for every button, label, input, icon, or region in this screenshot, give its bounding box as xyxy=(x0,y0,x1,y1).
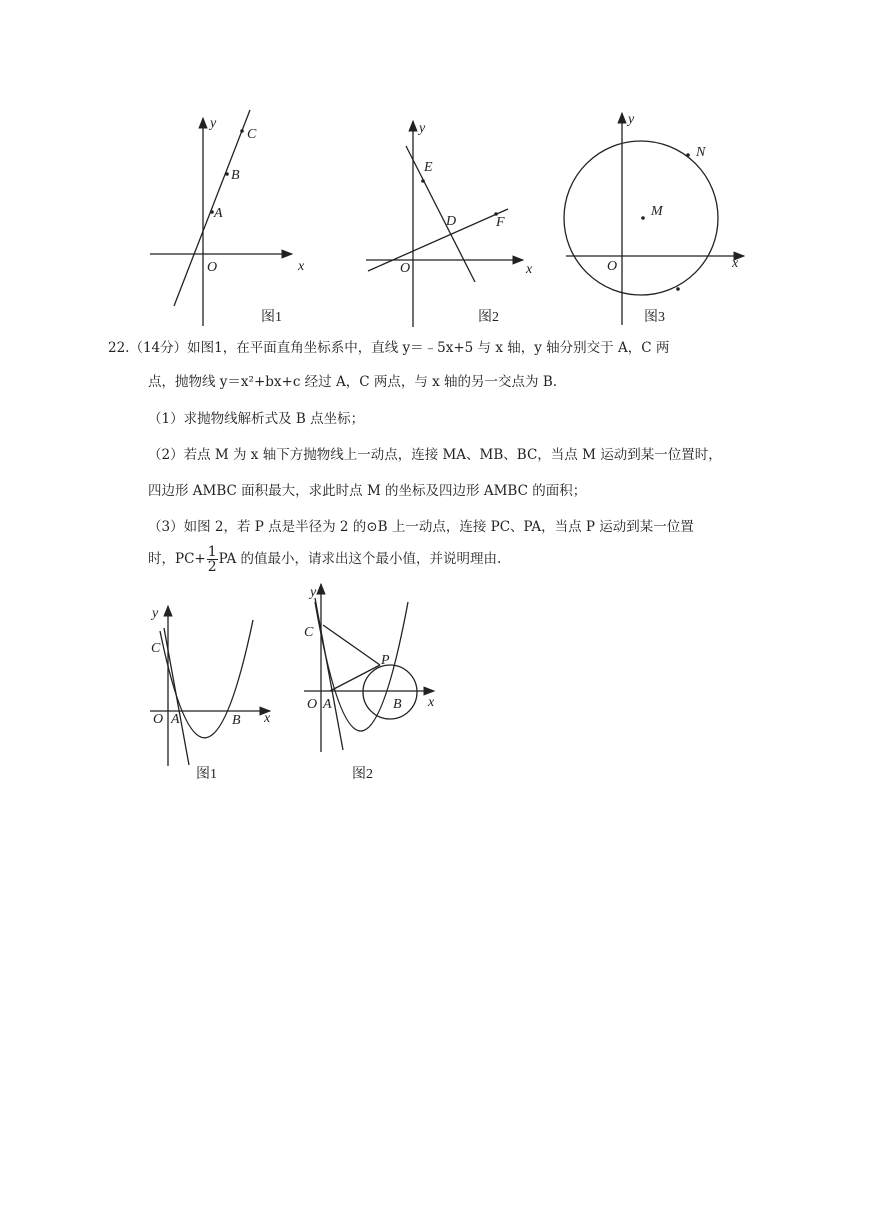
segment-ap xyxy=(330,665,380,691)
figure-caption: 图2 xyxy=(478,310,499,325)
point-f-label: F xyxy=(496,215,505,230)
question-1: （1）求抛物线解析式及 B 点坐标； xyxy=(148,411,365,427)
point-c-label: C xyxy=(304,625,314,640)
origin-label: O xyxy=(400,261,411,276)
origin-label: O xyxy=(307,697,318,712)
line-ac xyxy=(315,598,343,750)
q3-text-post: PA 的值最小，请求出这个最小值，并说明理由. xyxy=(218,551,502,567)
point-c-label: C xyxy=(151,641,161,656)
point-n-label: N xyxy=(696,145,706,160)
x-label: x xyxy=(526,262,533,277)
point-c-label: C xyxy=(247,127,257,142)
figure-caption: 图2 xyxy=(352,767,373,782)
bottom-figure-1 xyxy=(150,606,271,782)
point-a-label: A xyxy=(214,206,223,221)
point-p-label: P xyxy=(381,653,390,668)
x-label: x xyxy=(264,711,271,726)
fraction-numerator: 1 xyxy=(207,544,217,560)
point-e-label: E xyxy=(424,160,433,175)
question-2-line-1: （2）若点 M 为 x 轴下方抛物线上一动点，连接 MA、MB、BC，当点 M 运动到某一位置时， xyxy=(148,447,722,463)
y-label: y xyxy=(310,585,317,600)
question-3-line-1: （3）如图 2，若 P 点是半径为 2 的⊙B 上一动点，连接 PC、PA，当点 P 运动到某一位置 xyxy=(148,519,694,535)
segment-cp xyxy=(323,625,380,665)
y-label: y xyxy=(210,116,217,131)
problem-line-2: 点，抛物线 y＝x²+bx+c 经过 A，C 两点，与 x 轴的另一交点为 B. xyxy=(148,374,558,390)
point-d-label: D xyxy=(446,214,457,229)
bottom-figure-2 xyxy=(304,584,435,782)
circle-b xyxy=(363,665,417,719)
point-b-label: B xyxy=(232,713,241,728)
point-b-label: B xyxy=(231,168,240,183)
point-m-label: M xyxy=(651,204,663,219)
question-2-line-2: 四边形 AMBC 面积最大，求此时点 M 的坐标及四边形 AMBC 的面积； xyxy=(148,483,587,499)
figure-caption: 图3 xyxy=(644,310,665,325)
origin-label: O xyxy=(207,260,218,275)
origin-label: O xyxy=(607,259,618,274)
problem-line-1: 22.（14分）如图1，在平面直角坐标系中，直线 y＝﹣5x+5 与 x 轴，y 轴分别交于 A，C 两 xyxy=(108,340,670,356)
fraction-denominator: 2 xyxy=(207,559,217,575)
q3-text-pre: 时，PC+ xyxy=(148,551,206,567)
y-label: y xyxy=(152,606,159,621)
point-a-label: A xyxy=(171,712,180,727)
y-label: y xyxy=(628,112,635,127)
y-label: y xyxy=(419,121,426,136)
figure-caption: 图1 xyxy=(196,767,217,782)
point-b-label: B xyxy=(393,697,402,712)
origin-label: O xyxy=(153,712,164,727)
figure-caption: 图1 xyxy=(261,310,282,325)
x-label: x xyxy=(298,259,305,274)
x-label: x xyxy=(428,695,435,710)
point-a-label: A xyxy=(323,697,332,712)
x-label: x xyxy=(732,256,739,271)
